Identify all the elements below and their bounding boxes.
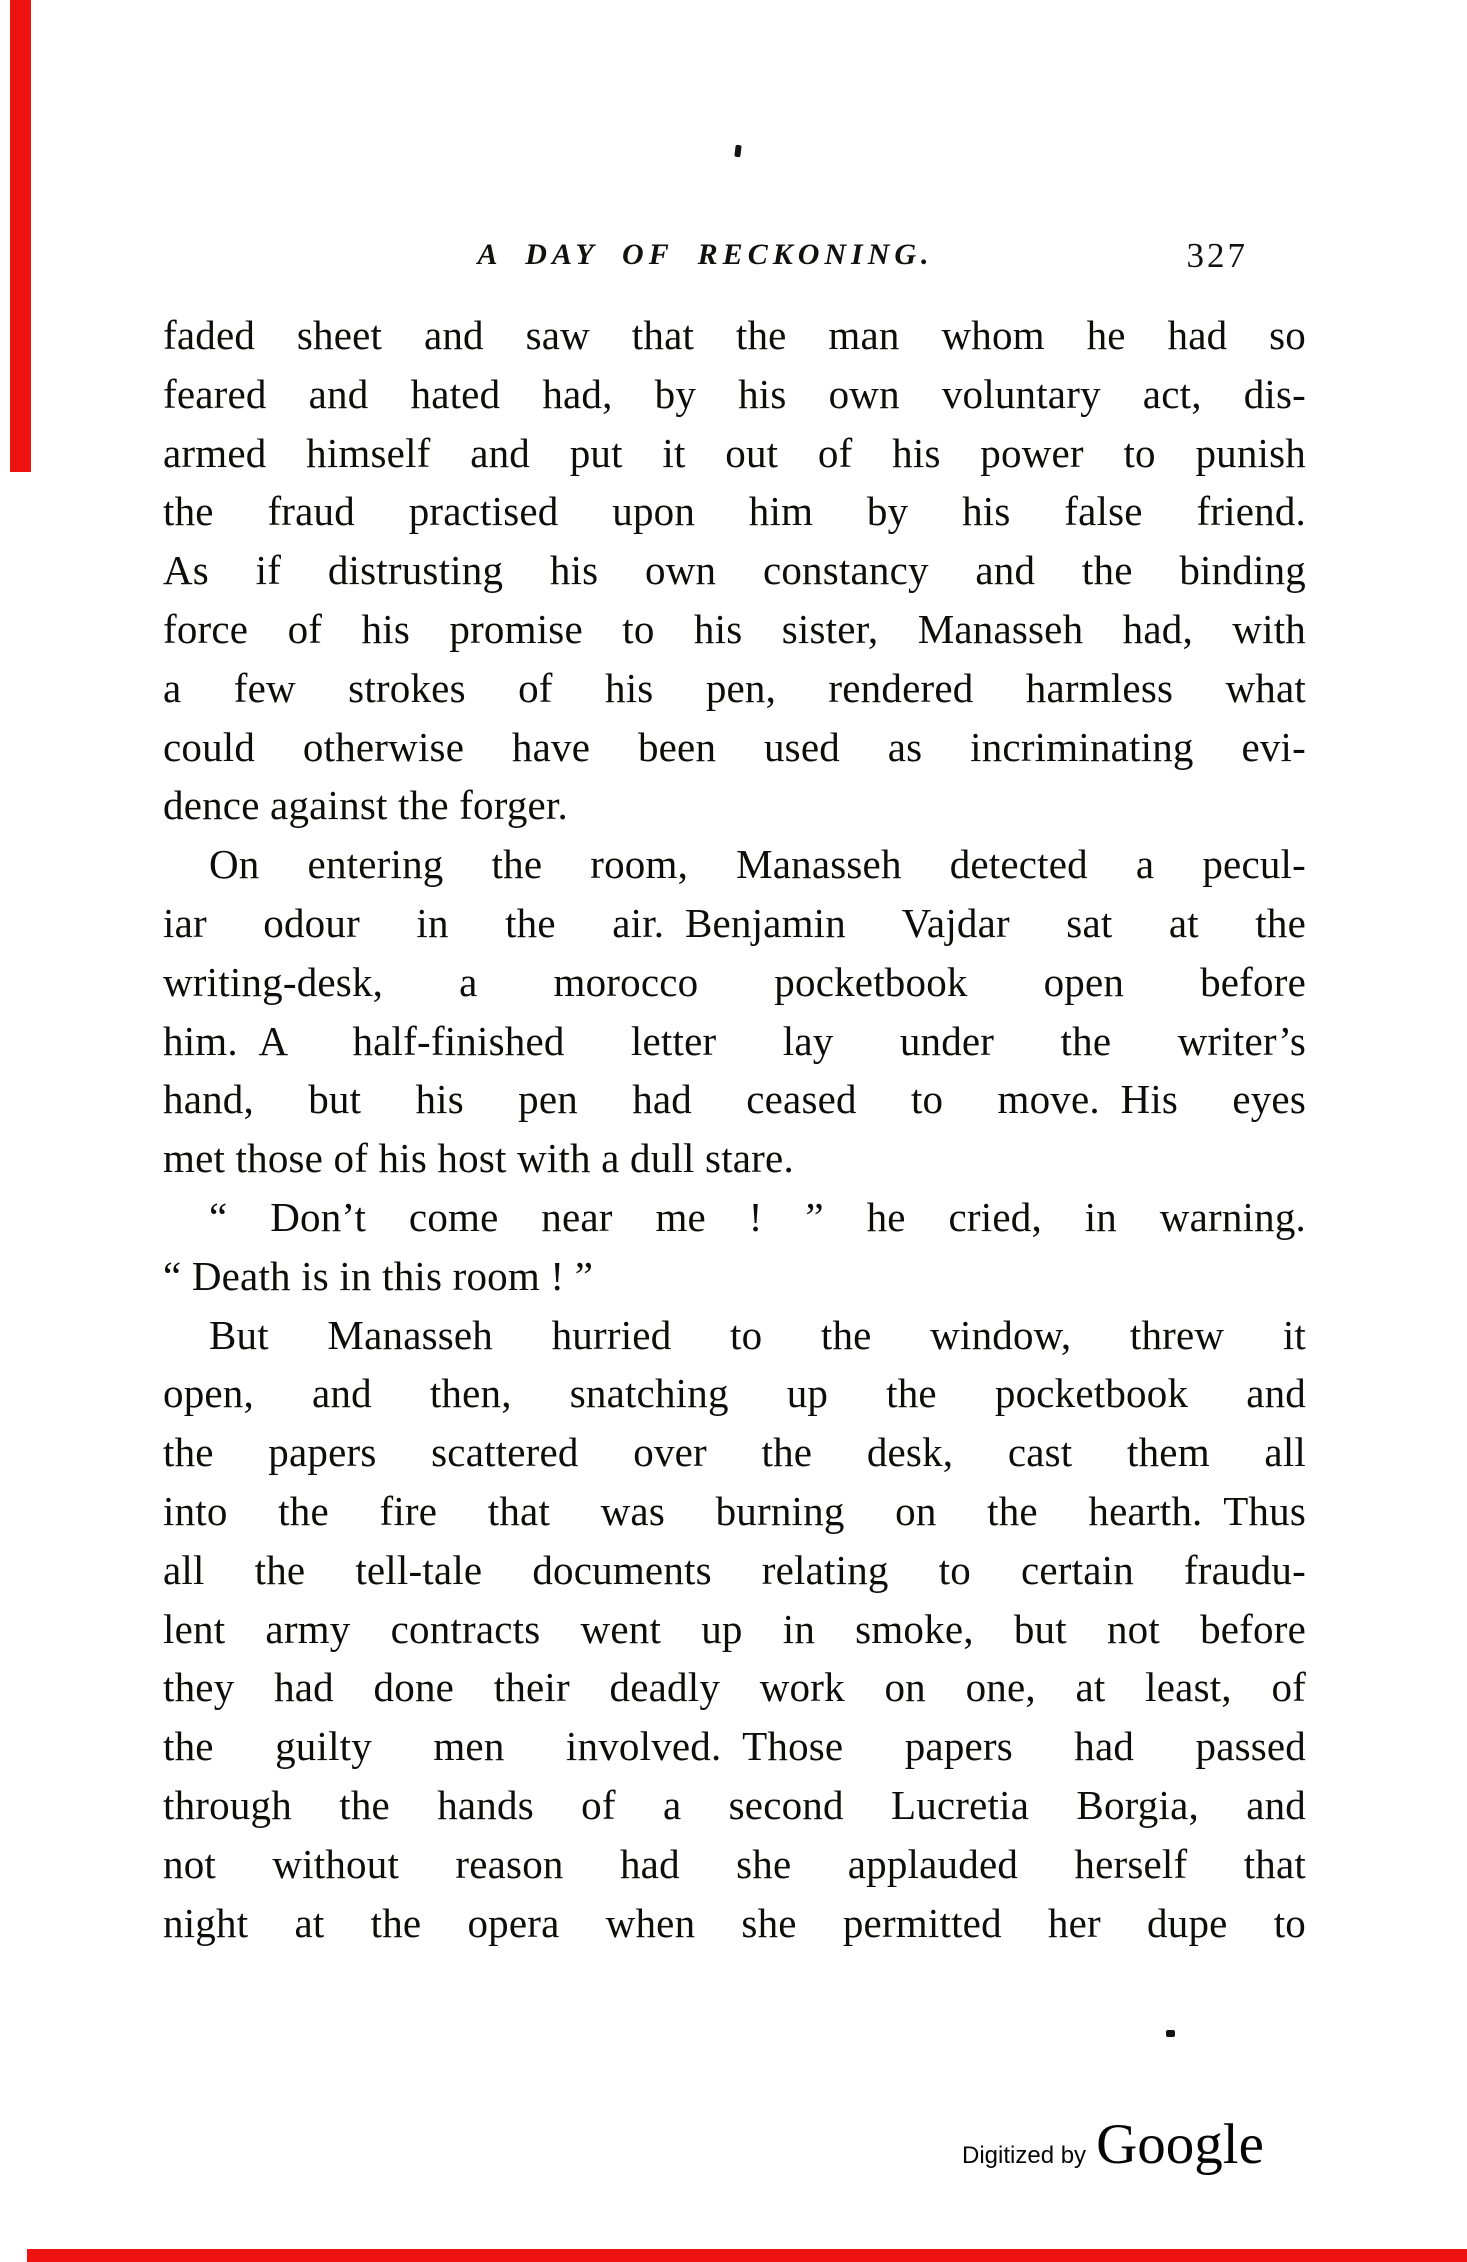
text-line: force of his promise to his sister, Manasseh had, with: [163, 605, 1306, 652]
text-line: night at the opera when she permitted her dupe to: [163, 1899, 1306, 1946]
text-line: him. A half-finished letter lay under the writer’s: [163, 1017, 1306, 1064]
text-line: But Manasseh hurried to the window, threw it: [209, 1311, 1306, 1358]
text-line: feared and hated had, by his own voluntary act, dis-: [163, 370, 1306, 417]
text-line: armed himself and put it out of his power to punish: [163, 429, 1306, 476]
page-number: 327: [1186, 236, 1248, 275]
text-line: open, and then, snatching up the pocketbook and: [163, 1370, 1306, 1417]
text-line: met those of his host with a dull stare.: [163, 1135, 794, 1182]
text-line: lent army contracts went up in smoke, but not before: [163, 1605, 1306, 1652]
text-line: faded sheet and saw that the man whom he had so: [163, 312, 1306, 358]
scan-artifact-red-left-bar: [10, 0, 31, 472]
text-line: iar odour in the air. Benjamin Vajdar sat at the: [163, 899, 1306, 946]
scan-ink-speck: [734, 145, 741, 158]
text-line: hand, but his pen had ceased to move. His eyes: [163, 1076, 1306, 1123]
text-line: could otherwise have been used as incriminating evi-: [163, 723, 1306, 770]
running-title: A DAY OF RECKONING.: [477, 238, 934, 271]
text-line: the guilty men involved. Those papers had passed: [163, 1723, 1306, 1770]
scan-artifact-red-bottom-bar: [27, 2249, 1467, 2262]
text-line: As if distrusting his own constancy and the binding: [163, 547, 1306, 594]
text-line: On entering the room, Manasseh detected a pecul-: [209, 841, 1306, 888]
page-footer: [962, 2112, 1264, 2177]
google-logo: Google: [1096, 2113, 1264, 2176]
text-line: a few strokes of his pen, rendered harmless what: [163, 664, 1306, 711]
text-line: all the tell-tale documents relating to certain fraudu-: [163, 1546, 1306, 1593]
text-line: the papers scattered over the desk, cast them all: [163, 1429, 1306, 1476]
text-line: through the hands of a second Lucretia Borgia, and: [163, 1781, 1306, 1828]
text-line: “ Don’t come near me ! ” he cried, in warning.: [209, 1193, 1306, 1240]
text-line: the fraud practised upon him by his false friend.: [163, 488, 1306, 535]
scan-ink-speck: [1166, 2030, 1175, 2037]
body-text-block: [163, 306, 1306, 1952]
text-line: into the fire that was burning on the hearth. Thus: [163, 1487, 1306, 1534]
text-line: “ Death is in this room ! ”: [163, 1252, 594, 1299]
digitized-by-label: Digitized by: [962, 2142, 1087, 2169]
page-header: [163, 238, 1248, 290]
text-line: not without reason had she applauded herself that: [163, 1840, 1306, 1887]
text-line: dence against the forger.: [163, 782, 568, 829]
text-line: writing-desk, a morocco pocketbook open before: [163, 958, 1306, 1005]
text-line: they had done their deadly work on one, at least, of: [163, 1664, 1306, 1711]
